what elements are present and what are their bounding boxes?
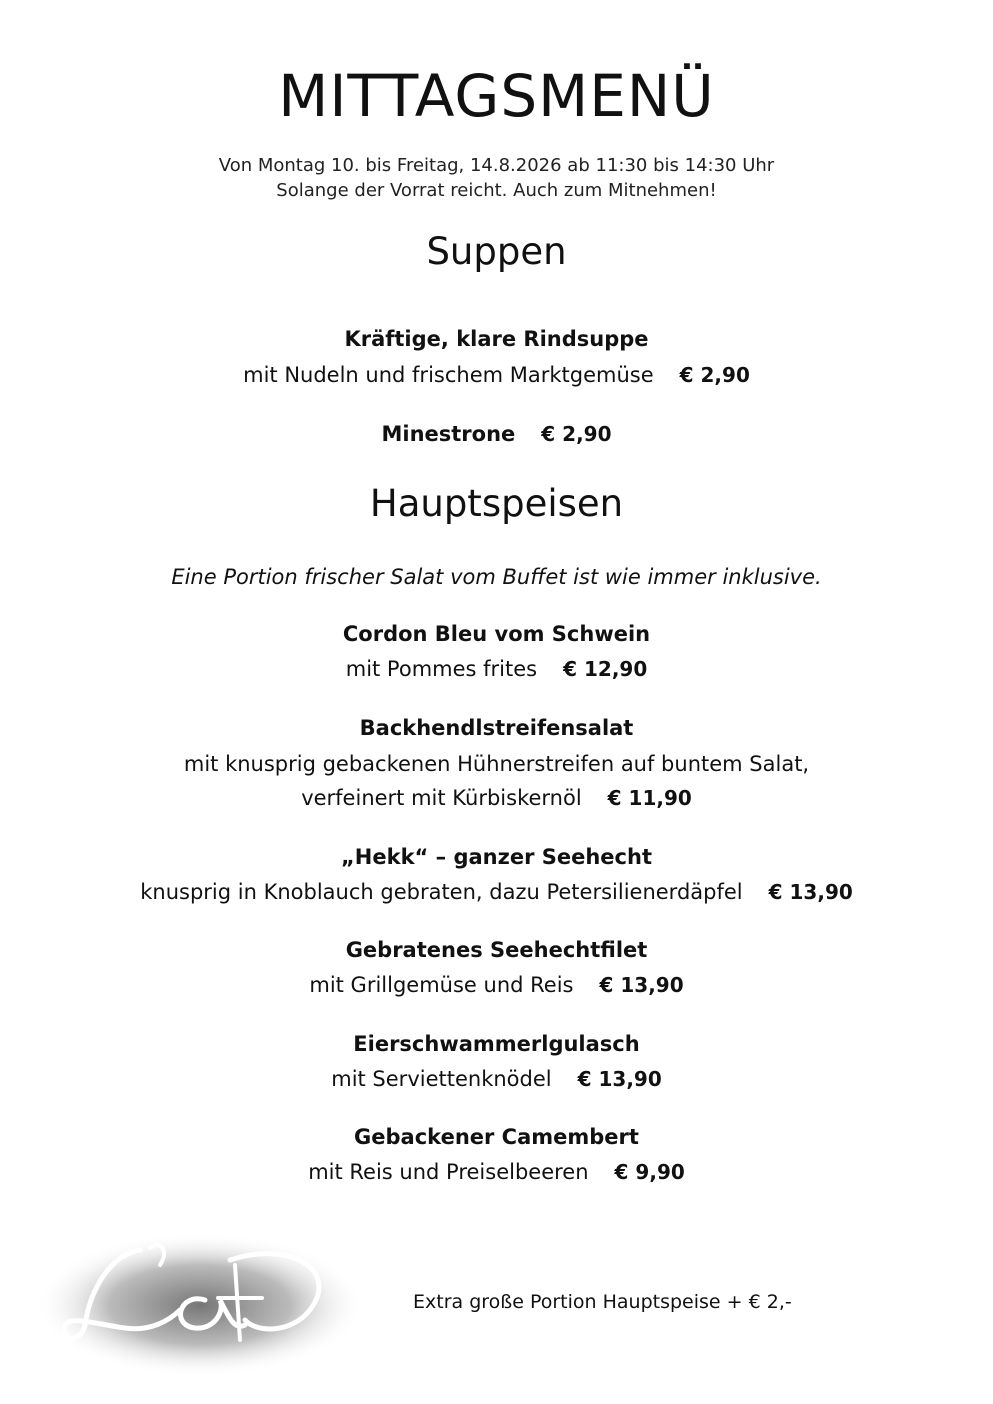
dish-price: € 13,90 — [768, 880, 853, 904]
dish-desc: mit Grillgemüse und Reis — [309, 973, 574, 997]
dish-desc: mit Serviettenknödel — [331, 1067, 552, 1091]
dish-price: € 2,90 — [679, 363, 750, 387]
section-heading-hauptspeisen: Hauptspeisen — [369, 482, 624, 525]
dish-price: € 12,90 — [563, 657, 648, 681]
salad-note: Eine Portion frischer Salat vom Buffet ist wie immer inklusive. — [171, 565, 822, 589]
dish-price: € 9,90 — [614, 1160, 685, 1184]
dish-desc: mit Nudeln und frischem Marktgemüse — [243, 363, 654, 387]
dish-desc-line — [0, 1160, 993, 1184]
dish-name-line — [0, 422, 993, 446]
dish-desc: mit Reis und Preiselbeeren — [308, 1160, 589, 1184]
note-line: Solange der Vorrat reicht. Auch zum Mitnehmen! — [276, 180, 717, 201]
dish-name: Gebackener Camembert — [354, 1125, 639, 1149]
dish-desc: mit Pommes frites — [345, 657, 538, 681]
section-heading-suppen: Suppen — [426, 230, 567, 273]
dish-price: € 2,90 — [541, 422, 612, 446]
date-line: Von Montag 10. bis Freitag, 14.8.2026 ab 11:30 bis 14:30 Uhr — [218, 155, 775, 176]
dish-desc-line — [0, 973, 993, 997]
dish-name: Cordon Bleu vom Schwein — [342, 622, 651, 646]
dish-desc-line — [0, 880, 993, 904]
la-logo-icon — [30, 1220, 370, 1380]
dish-price: € 13,90 — [577, 1067, 662, 1091]
dish-name: Eierschwammerlgulasch — [353, 1032, 640, 1056]
dish-name: Minestrone — [381, 422, 516, 446]
extra-portion-note: Extra große Portion Hauptspeise + € 2,- — [413, 1291, 792, 1313]
dish-desc: verfeinert mit Kürbiskernöl — [301, 786, 582, 810]
dish-name: „Hekk“ – ganzer Seehecht — [340, 845, 652, 869]
dish-desc: mit knusprig gebackenen Hühnerstreifen auf buntem Salat, — [183, 752, 810, 776]
dish-price: € 11,90 — [607, 786, 692, 810]
dish-name: Gebratenes Seehechtfilet — [345, 938, 648, 962]
page-title: MITTAGSMENÜ — [278, 62, 715, 130]
dish-desc-line — [0, 657, 993, 681]
dish-desc-line — [0, 363, 993, 387]
dish-desc-line — [0, 786, 993, 810]
dish-name: Backhendlstreifensalat — [359, 716, 634, 740]
dish-name: Kräftige, klare Rindsuppe — [344, 327, 649, 351]
dish-price: € 13,90 — [599, 973, 684, 997]
dish-desc-line — [0, 1067, 993, 1091]
dish-desc: knusprig in Knoblauch gebraten, dazu Petersilienerdäpfel — [140, 880, 743, 904]
